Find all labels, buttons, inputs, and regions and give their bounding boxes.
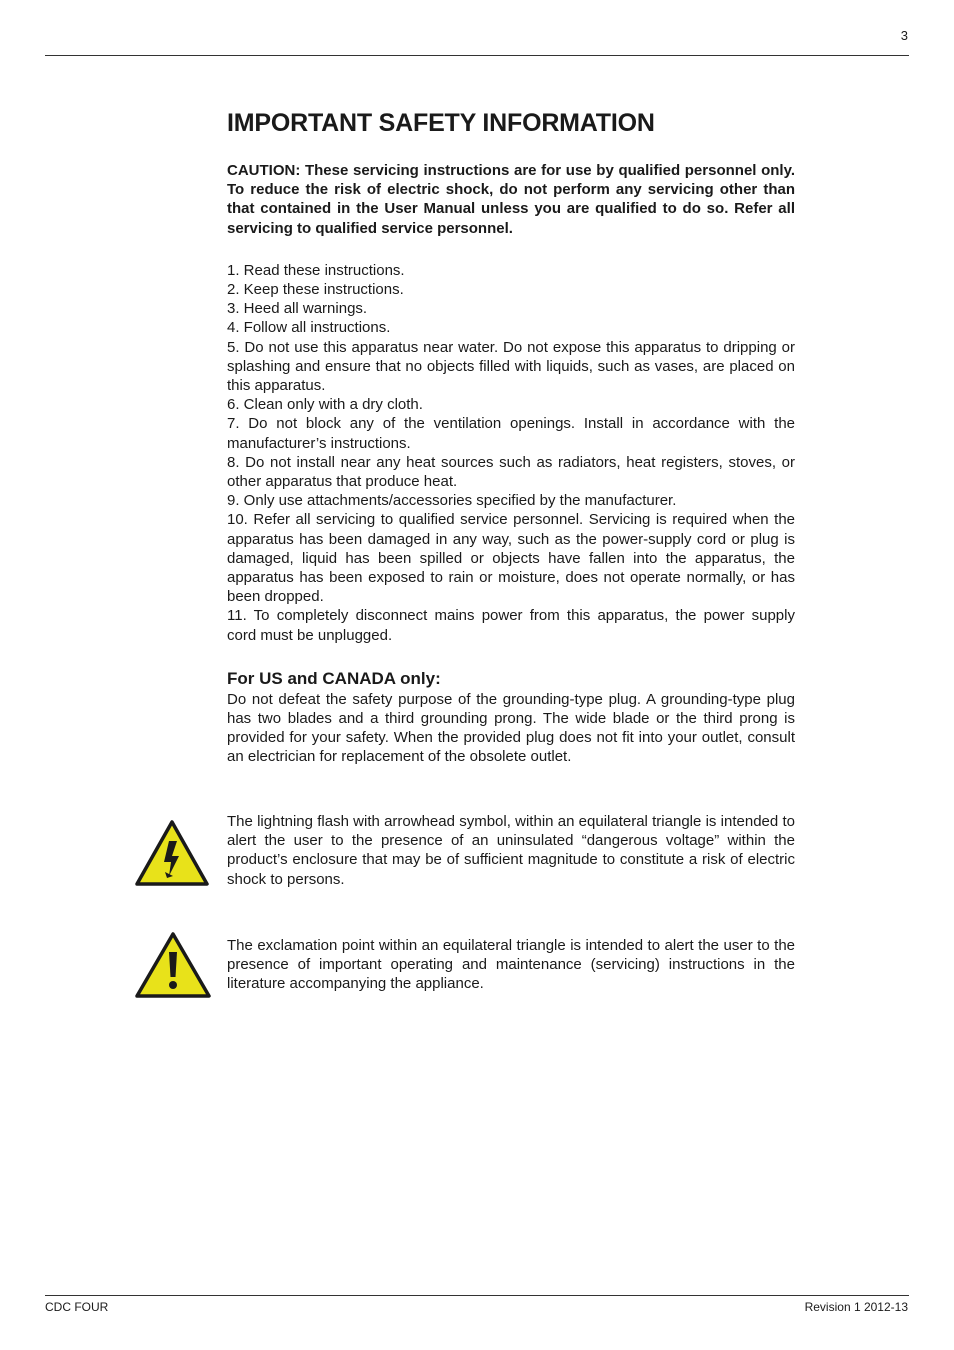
- list-item: 1. Read these instructions.: [227, 261, 405, 279]
- list-item: 10. Refer all servicing to qualified service personnel. Servicing is required when the apparatus has been damaged in any way, such as the power-supply cord or plug is damaged, liquid has been spilled or objects have fallen into the apparatus, the apparatus has been exposed to rain or moisture, does not operate normally, or has been dropped.: [227, 511, 795, 606]
- lightning-description: The lightning flash with arrowhead symbol, within an equilateral triangle is intended to alert the user to the presence of an uninsulated “dangerous voltage” within the product’s enclosure that may be of sufficient magnitude to constitute a risk of electric shock to persons.: [227, 813, 795, 888]
- list-item: 3. Heed all warnings.: [227, 300, 368, 318]
- us-canada-paragraph: Do not defeat the safety purpose of the grounding-type plug. A grounding-type plug has two blades and a third grounding prong. The wide blade or the third prong is provided for your safety. When the provided plug does not fit into your outlet, consult an electrician for replacement of the obsolete outlet.: [227, 690, 795, 766]
- main-content: [227, 107, 795, 767]
- list-item: 6. Clean only with a dry cloth.: [227, 396, 423, 414]
- page-number: 3: [900, 28, 908, 43]
- list-item: 8. Do not install near any heat sources such as radiators, heat registers, stoves, or other apparatus that produce heat.: [227, 453, 795, 491]
- instruction-list: [227, 261, 795, 645]
- lightning-warning-icon: [135, 820, 209, 891]
- us-canada-heading: For US and CANADA only:: [227, 668, 441, 688]
- list-item: 7. Do not block any of the ventilation openings. Install in accordance with the manufacturer’s instructions.: [227, 415, 795, 452]
- list-item: 5. Do not use this apparatus near water. Do not expose this apparatus to dripping or splashing and ensure that no objects filled with liquids, such as vases, are placed on this apparatus.: [227, 338, 795, 395]
- caution-paragraph: CAUTION: These servicing instructions are for use by qualified personnel only. To reduce the risk of electric shock, do not perform any servicing other than that contained in the User Manual unless you are qualified to do so. Refer all servicing to qualified service personnel.: [227, 162, 795, 237]
- list-item: 2. Keep these instructions.: [227, 281, 404, 299]
- page-title: IMPORTANT SAFETY INFORMATION: [227, 109, 655, 137]
- exclamation-description: The exclamation point within an equilateral triangle is intended to alert the user to the presence of important operating and maintenance (servicing) instructions in the literature accompanying the appliance.: [227, 937, 795, 993]
- footer-product-name: CDC FOUR: [45, 1300, 109, 1314]
- header-rule: [45, 55, 909, 56]
- footer-revision: Revision 1 2012-13: [804, 1300, 908, 1314]
- list-item: 9. Only use attachments/accessories specified by the manufacturer.: [227, 492, 677, 510]
- list-item: 4. Follow all instructions.: [227, 319, 391, 337]
- footer-rule: [45, 1295, 909, 1296]
- list-item: 11. To completely disconnect mains power from this apparatus, the power supply cord must be unplugged.: [227, 607, 795, 644]
- exclamation-warning-icon: [135, 932, 211, 1003]
